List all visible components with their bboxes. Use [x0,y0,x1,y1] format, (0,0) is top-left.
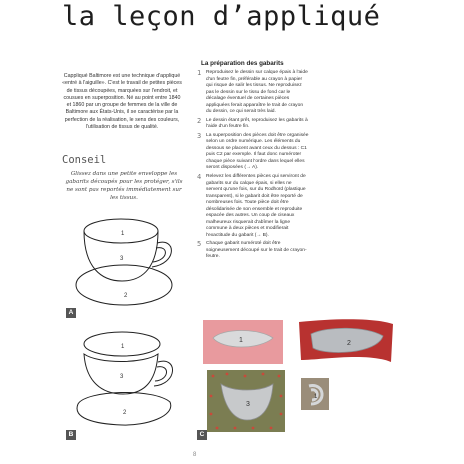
step-item [197,70,309,116]
step-number: 4 [197,173,202,182]
step-text: Reproduisez le dessin sur calque épais à l'aide d'un feutre fin, préférable au crayon à papier qui risque de salir les tissus. Ne reproduisez pas le dessin sur le tissu de fond car le décalage éventuel de certaines pièces appliquées ferait apparaître le trait de crayon du dessin, ce qui serait très laid. [206,70,308,114]
conseil-heading: Conseil [62,154,107,166]
preparation-heading: La préparation des gabarits [201,60,284,67]
piece-number: 1 [314,394,318,400]
page-number: 8 [193,452,197,458]
conseil-text: Glissez dans une petite enveloppe les gabarits découpés pour les protéger, s'ils ne sont pas reportés immédiatement sur les tissus. [65,171,183,201]
figure-b-templates-drawing [66,328,186,432]
saucer-template [77,392,171,425]
step-item [197,133,309,172]
piece-number: 2 [347,340,351,347]
step-number: 3 [197,131,202,140]
piece-number: 2 [124,293,128,299]
step-item [197,241,309,261]
piece-number: 3 [120,256,124,262]
figure-b-label: B [66,430,76,440]
saucer-outline [76,265,172,305]
figure-c-fabric-photo [197,316,398,442]
step-text: Le dessin étant prêt, reproduisez les gabarits à l'aide d'un feutre fin. [206,117,308,130]
step-text: Relevez les différentes pièces qui serviront de gabarits sur du calque épais, si elles ne servent qu'une fois, sur du Rodhoïd (plastique transparent), si le gabarit doit être reporté de nombreuses fois. Toute pièce doit être désolidarisée de son ensemble et reproduite espacée des autres. Un coup de ciseaux malheureux risquerait d'abîmer la ligne commune à deux pièces et modifierait l'exactitude du gabarit (→ B). [206,174,306,238]
intro-paragraph: Cappliqué Baltimore est une technique d'appliqué «entré à l'aiguille». C'est le travail de petites pièces de tissus découpées, marquées sur l'endroit, et cousues en superposition. Né au point entre 1840 et 1860 par un groupe de femmes de la ville de Baltimore aux États-Unis, il se caractérise par la perfection de la réalisation, le sens des couleurs, l'utilisation de tissus de qualité. [62,73,182,131]
figure-a-cup-drawing [66,215,186,315]
piece-number: 2 [123,410,127,416]
piece-number: 3 [120,374,124,380]
piece-number: 1 [121,344,125,350]
step-item [197,174,309,239]
piece-number: 1 [121,231,125,237]
preparation-steps [197,70,309,263]
step-text: Chaque gabarit numéroté doit être soigneusement découpé sur le trait de crayon-feutre. [206,241,307,260]
piece-number: 1 [239,337,243,344]
step-number: 1 [197,69,202,77]
step-number: 5 [197,240,202,249]
step-item [197,118,309,131]
page-title: la leçon d’appliqué [62,1,381,32]
step-number: 2 [197,116,202,125]
piece-number: 3 [246,401,250,408]
step-text: La superposition des pièces doit être organisée selon un ordre numérique. Les éléments du dessous se placent avant ceux du dessus : C1 puis C2 par exemple. Il faut donc numéroter chaque pièce suivant l'ordre dans lequel elles seront disposées (→ A). [206,132,309,171]
figure-a-label: A [66,308,76,318]
figure-c-label: C [197,430,207,440]
